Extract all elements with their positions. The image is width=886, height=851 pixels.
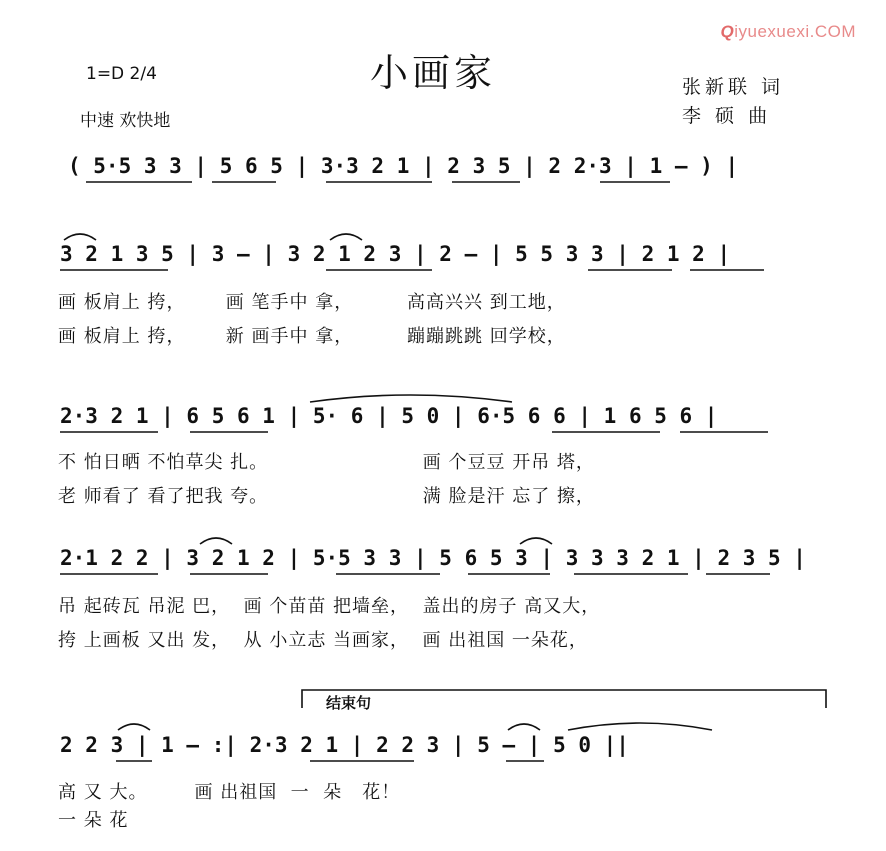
lyrics-verse-1: 画 板肩上 挎， 画 笔手中 拿， 高高兴兴 到工地， xyxy=(58,292,566,313)
lyrics-verse-1: 高 又 大。 画 出祖国 一 朵 花！ xyxy=(58,782,401,803)
notation-line: 2·1 2 2 | 3 2 1 2 | 5·5 3 3 | 5 6 5 3 | 3 3 3 2 1 | 2 3 5 | xyxy=(60,546,806,570)
slur xyxy=(118,724,150,730)
lyrics-verse-1: 不 怕日晒 不怕草尖 扎。 画 个豆豆 开吊 塔， xyxy=(58,452,595,473)
lyrics-verse-1: 吊 起砖瓦 吊泥 巴， 画 个苗苗 把墙垒， 盖出的房子 高又大， xyxy=(58,596,601,617)
lyricist-credit: 张新联 词 xyxy=(682,76,785,98)
composer-credit: 李 硕 曲 xyxy=(682,105,772,127)
key-signature: 1=D 2/4 xyxy=(86,64,157,84)
watermark-logo: Qiyuexuexi.COM xyxy=(720,22,856,41)
song-title: 小画家 xyxy=(370,51,497,95)
slur xyxy=(508,724,540,730)
ending-bracket xyxy=(302,690,826,708)
lyrics-verse-2: 画 板肩上 挎， 新 画手中 拿， 蹦蹦跳跳 回学校， xyxy=(58,326,566,347)
tempo-marking: 中速 欢快地 xyxy=(80,111,171,131)
notation-line: 3 2 1 3 5 | 3 — | 3 2 1 2 3 | 2 — | 5 5 3 3 | 2 1 2 | xyxy=(60,242,731,266)
notation-line: 2·3 2 1 | 6 5 6 1 | 5· 6 | 5 0 | 6·5 6 6 | 1 6 5 6 | xyxy=(60,404,718,428)
slur xyxy=(520,538,552,544)
lyrics-verse-2: 挎 上画板 又出 发， 从 小立志 当画家， 画 出祖国 一朵花， xyxy=(58,630,588,651)
slur xyxy=(200,538,232,544)
slur xyxy=(64,234,96,240)
notation-line: 2 2 3 | 1 — :| 2·3 2 1 | 2 2 3 | 5 — | 5 0 || xyxy=(60,733,629,757)
slur xyxy=(310,395,512,402)
slur xyxy=(568,723,712,730)
notation-line: ( 5·5 3 3 | 5 6 5 | 3·3 2 1 | 2 3 5 | 2 2·3 | 1 — ) | xyxy=(68,154,739,178)
slur xyxy=(330,234,362,240)
lyrics-verse-2: 一 朵 花 xyxy=(58,810,129,831)
lyrics-verse-2: 老 师看了 看了把我 夸。 满 脸是汗 忘了 擦， xyxy=(58,486,595,507)
ending-label: 结束句 xyxy=(326,694,372,712)
